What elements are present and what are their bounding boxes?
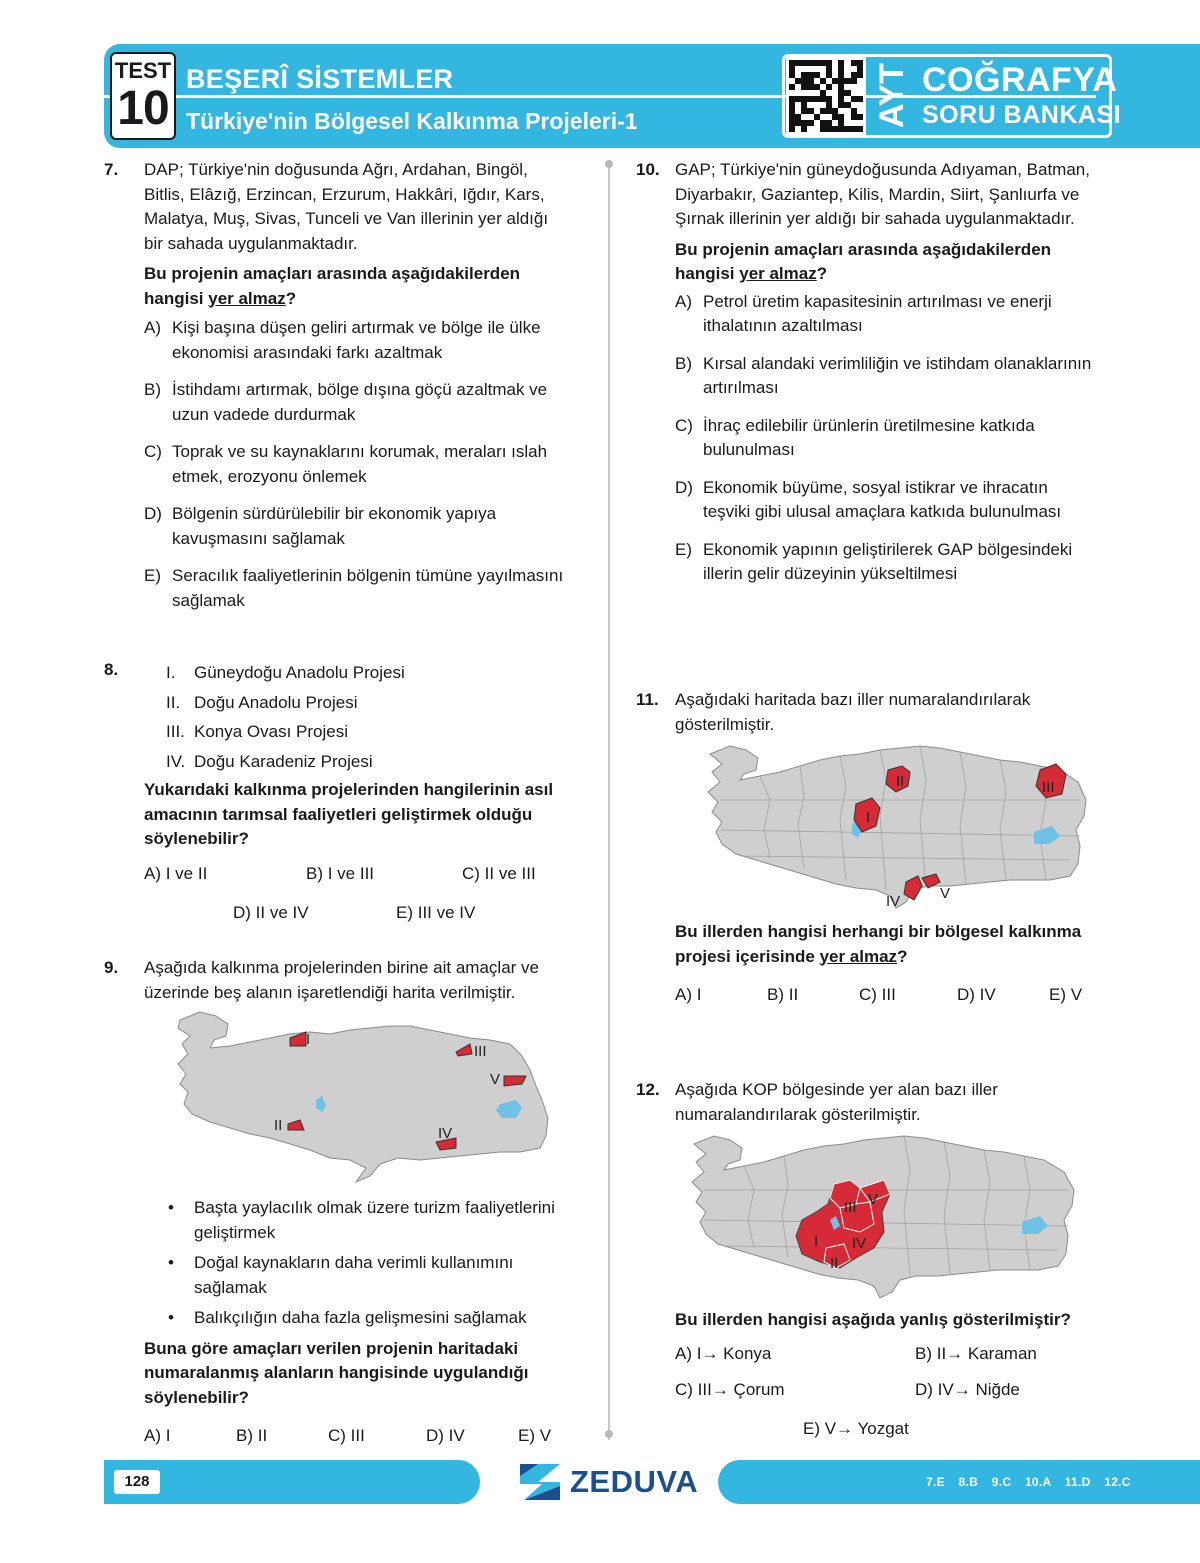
option-b[interactable]: B) II→ Karaman xyxy=(915,1343,1037,1363)
ayt-label: AYT xyxy=(873,63,911,129)
map-label-iii: III xyxy=(844,1199,857,1216)
option-b[interactable]: B) II xyxy=(236,1426,268,1445)
divider-dot xyxy=(605,1430,613,1438)
section-subtitle: Türkiye'nin Bölgesel Kalkınma Projeleri-1 xyxy=(186,108,638,134)
turkey-outline xyxy=(178,1012,548,1182)
question-11 xyxy=(675,688,1115,737)
turkey-map-q11 xyxy=(700,740,1092,912)
question-10 xyxy=(675,158,1115,587)
roman-item: III. Konya Ovası Projesi xyxy=(166,722,349,741)
option-e[interactable]: E) III ve IV xyxy=(396,902,476,922)
option-c[interactable]: C) Toprak ve su kaynaklarını korumak, meraları ıslah etmek, erozyonu önlemek xyxy=(144,442,548,486)
q9-stem: Aşağıda kalkınma projelerinden birine ait amaçlar ve üzerinde beş alanın işaretlendiği harita verilmiştir. xyxy=(144,958,539,1002)
q8-question: Yukarıdaki kalkınma projelerinden hangilerinin asıl amacının tarımsal faaliyetleri geliştirmek olduğu söylenebilir? xyxy=(144,780,554,848)
question-7 xyxy=(144,158,594,613)
q12-stem: Aşağıda KOP bölgesinde yer alan bazı iller numaralandırılarak gösterilmiştir. xyxy=(675,1080,998,1124)
option-e[interactable]: E) V xyxy=(518,1426,552,1445)
answer-key: 7.E 8.B 9.C 10.A 11.D 12.C xyxy=(926,1475,1131,1489)
option-d[interactable]: D) Bölgenin sürdürülebilir bir ekonomik yapıya kavuşmasını sağlamak xyxy=(144,504,497,548)
q9-question: Buna göre amaçları verilen projenin haritadaki numaralanmış alanların hangisinde uygulandığı söylenebilir? xyxy=(144,1338,529,1407)
map-label-iii: III xyxy=(1042,779,1055,796)
option-a[interactable]: A) Petrol üretim kapasitesinin artırılması ve enerji ithalatının azaltılması xyxy=(675,291,1052,335)
map-label-i: I xyxy=(866,809,871,826)
option-b[interactable]: B) I ve III xyxy=(306,863,375,883)
question-number: 10. xyxy=(636,160,660,179)
map-label-iii: III xyxy=(474,1043,487,1060)
test-badge xyxy=(110,52,176,140)
zeduva-logo-icon xyxy=(516,1460,566,1504)
question-number: 7. xyxy=(104,160,119,179)
option-a[interactable]: A) I→ Konya xyxy=(675,1343,772,1363)
question-number: 12. xyxy=(636,1080,660,1099)
qr-code-icon[interactable] xyxy=(786,57,866,135)
map-label-v: V xyxy=(868,1191,879,1208)
map-label-iv: IV xyxy=(886,893,901,910)
option-d[interactable]: D) IV→ Niğde xyxy=(915,1379,1020,1399)
zeduva-logo-text: ZEDUVA xyxy=(570,1464,699,1499)
bullet-item: • Balıkçılığın daha fazla gelişmesini sağlamak xyxy=(168,1308,527,1327)
question-number: 9. xyxy=(104,958,119,977)
test-word: TEST xyxy=(114,58,172,83)
option-b[interactable]: B) Kırsal alandaki verimliliğin ve istihdam olanaklarının artırılması xyxy=(675,353,1092,397)
question-12 xyxy=(675,1078,1115,1127)
option-a[interactable]: A) I ve II xyxy=(144,863,208,883)
option-d[interactable]: D) IV xyxy=(957,985,996,1004)
roman-item: IV. Doğu Karadeniz Projesi xyxy=(166,751,373,771)
roman-item: I. Güneydoğu Anadolu Projesi xyxy=(166,663,405,682)
brand-subject: COĞRAFYA xyxy=(922,61,1118,99)
q11-question: Bu illerden hangisi herhangi bir bölgesel kalkınma projesi içerisinde yer almaz? xyxy=(675,922,1082,966)
map-label-iv: IV xyxy=(438,1125,453,1142)
q7-stem: DAP; Türkiye'nin doğusunda Ağrı, Ardahan, Bingöl, Bitlis, Elâzığ, Erzincan, Erzurum, Hakkâri, Iğdır, Kars, Malatya, Muş, Sivas, Tunceli ve Van illerinin yer aldığı bir sahada uygulanmaktadır. xyxy=(144,160,549,253)
option-a[interactable]: A) I xyxy=(144,1426,171,1445)
option-c[interactable]: C) III xyxy=(859,985,896,1004)
map-label-i: I xyxy=(814,1233,819,1250)
option-c[interactable]: C) İhraç edilebilir ürünlerin üretilmesine katkıda bulunulması xyxy=(675,415,1035,459)
page-number: 128 xyxy=(114,1470,160,1494)
turkey-map-q9 xyxy=(170,1008,560,1188)
option-d[interactable]: D) Ekonomik büyüme, sosyal istikrar ve ihracatın teşviki gibi ulusal amaçlara katkıda bulunulması xyxy=(675,477,1062,521)
option-c[interactable]: C) III xyxy=(328,1426,365,1445)
option-b[interactable]: B) II xyxy=(767,985,799,1004)
bullet-item: • Doğal kaynakların daha verimli kullanımını sağlamak xyxy=(168,1253,514,1297)
map-label-ii: II xyxy=(896,773,905,790)
divider-dot xyxy=(605,160,613,168)
option-c[interactable]: C) II ve III xyxy=(462,863,536,883)
map-label-iv: IV xyxy=(852,1235,867,1252)
footer-left-band xyxy=(104,1460,480,1504)
option-e[interactable]: E) Ekonomik yapının geliştirilerek GAP bölgesindeki illerin gelir düzeyinin yükseltilmesi xyxy=(675,539,1073,583)
column-divider xyxy=(608,160,610,1440)
question-9-continued xyxy=(144,1196,594,1450)
option-c[interactable]: C) III→ Çorum xyxy=(675,1379,785,1399)
map-label-i: I xyxy=(306,1031,311,1048)
q11-stem: Aşağıdaki haritada bazı iller numaralandırılarak gösterilmiştir. xyxy=(675,690,1031,734)
option-e[interactable]: E) Seracılık faaliyetlerinin bölgenin tümüne yayılmasını sağlamak xyxy=(144,566,564,610)
section-title: BEŞERÎ SİSTEMLER xyxy=(186,64,454,94)
option-e[interactable]: E) V→ Yozgat xyxy=(803,1418,909,1438)
map-label-v: V xyxy=(940,885,951,902)
question-9 xyxy=(144,956,594,1005)
question-8 xyxy=(144,658,594,927)
q10-stem: GAP; Türkiye'nin güneydoğusunda Adıyaman, Batman, Diyarbakır, Gaziantep, Kilis, Mardin, Siirt, Şanlıurfa ve Şırnak illerinin yer aldığı bir sahada uygulanmaktadır. xyxy=(675,160,1090,228)
test-number: 10 xyxy=(117,82,169,135)
brand-book: SORU BANKASI xyxy=(922,101,1122,129)
roman-item: II. Doğu Anadolu Projesi xyxy=(166,692,358,712)
map-label-v: V xyxy=(490,1071,501,1088)
q12-question: Bu illerden hangisi aşağıda yanlış gösterilmiştir? xyxy=(675,1310,1071,1329)
option-b[interactable]: B) İstihdamı artırmak, bölge dışına göçü azaltmak ve uzun vadede durdurmak xyxy=(144,380,548,424)
map-label-ii: II xyxy=(274,1117,283,1134)
bullet-item: • Başta yaylacılık olmak üzere turizm faaliyetlerini geliştirmek xyxy=(168,1198,555,1242)
option-a[interactable]: A) I xyxy=(675,985,702,1004)
option-e[interactable]: E) V xyxy=(1049,985,1083,1004)
q7-question: Bu projenin amaçları arasında aşağıdakilerden hangisi yer almaz? xyxy=(144,264,521,308)
option-a[interactable]: A) Kişi başına düşen geliri artırmak ve bölge ile ülke ekonomisi arasındaki farkı azaltmak xyxy=(144,318,541,362)
question-number: 8. xyxy=(104,660,119,679)
question-12-continued xyxy=(675,1308,1115,1443)
option-d[interactable]: D) IV xyxy=(426,1426,465,1445)
q10-question: Bu projenin amaçları arasında aşağıdakilerden hangisi yer almaz? xyxy=(675,239,1052,283)
option-d[interactable]: D) II ve IV xyxy=(233,902,309,922)
question-number: 11. xyxy=(636,690,659,709)
question-11-continued xyxy=(675,920,1115,1009)
turkey-map-q12 xyxy=(684,1128,1080,1300)
map-label-ii: II xyxy=(830,1255,839,1272)
